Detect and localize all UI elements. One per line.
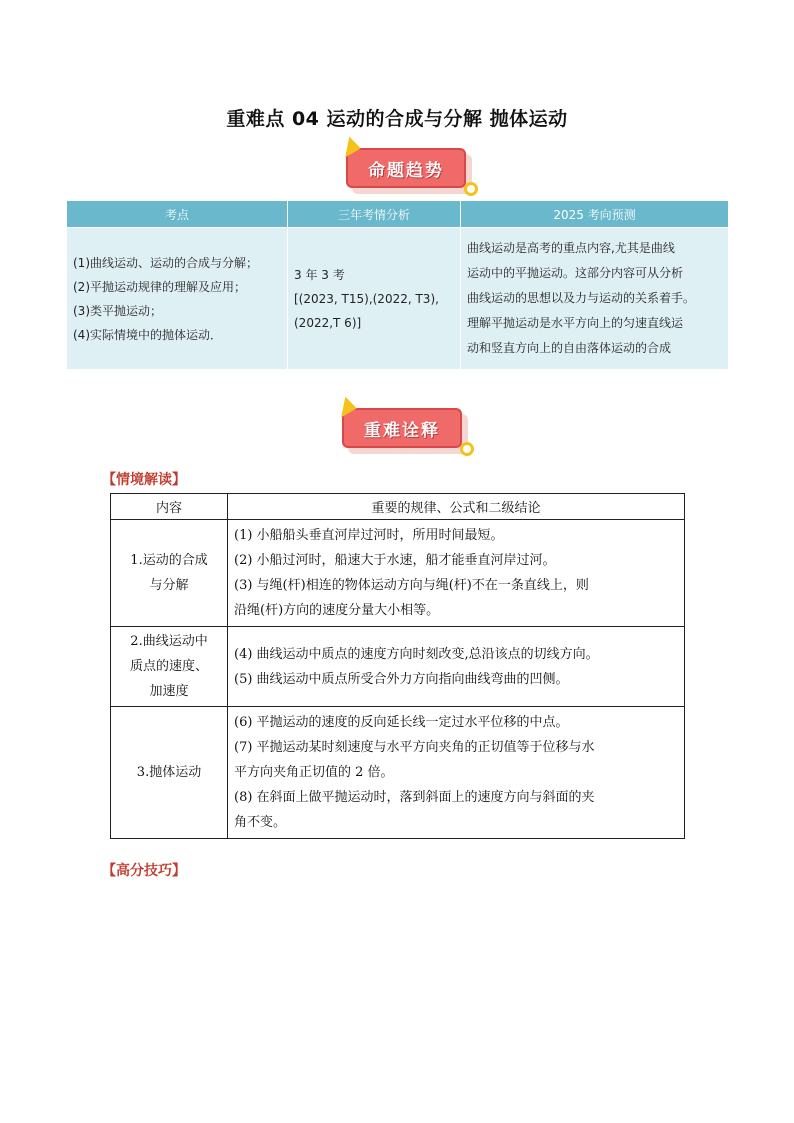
rule-line: 平方向夹角正切值的 2 倍。 bbox=[234, 765, 394, 780]
topic-line: 加速度 bbox=[149, 684, 189, 699]
trend-topic-line: (3)类平抛运动； bbox=[73, 303, 162, 318]
table-row bbox=[111, 707, 685, 839]
table-row bbox=[111, 520, 685, 627]
page-title: 重难点 04 运动的合成与分解 抛体运动 bbox=[226, 108, 568, 130]
trend-analysis-cell bbox=[288, 228, 461, 370]
rule-line: (2) 小船过河时，船速大于水速，船才能垂直河岸过河。 bbox=[234, 553, 556, 568]
skills-heading: 【高分技巧】 bbox=[102, 863, 186, 879]
rule-line: (1) 小船船头垂直河岸过河时，所用时间最短。 bbox=[234, 528, 504, 543]
rule-line: 沿绳(杆)方向的速度分量大小相等。 bbox=[234, 603, 440, 618]
trend-forecast-line: 曲线运动是高考的重点内容,尤其是曲线 bbox=[467, 241, 675, 255]
rules-table bbox=[110, 493, 685, 839]
trend-forecast-line: 曲线运动的思想以及力与运动的关系着手。 bbox=[467, 291, 696, 305]
rule-line: (8) 在斜面上做平抛运动时，落到斜面上的速度方向与斜面的夹 bbox=[234, 790, 595, 805]
scenario-heading: 【情境解读】 bbox=[102, 472, 186, 488]
trend-analysis-line: [(2023, T15),(2022, T3), bbox=[294, 291, 439, 306]
ring-icon bbox=[464, 182, 478, 196]
trend-forecast-cell bbox=[461, 228, 729, 370]
trend-topic-line: (4)实际情境中的抛体运动． bbox=[73, 327, 222, 342]
trend-banner-label: 命题趋势 bbox=[368, 160, 444, 181]
trend-topics-cell bbox=[67, 228, 288, 370]
trend-topic-line: (1)曲线运动、运动的合成与分解； bbox=[73, 255, 258, 270]
trend-topic-line: (2)平抛运动规律的理解及应用； bbox=[73, 279, 246, 294]
rule-line: (6) 平抛运动的速度的反向延长线一定过水平位移的中点。 bbox=[234, 715, 569, 730]
trend-banner bbox=[346, 148, 478, 200]
rule-line: 角不变。 bbox=[234, 815, 287, 830]
explain-banner-label: 重难诠释 bbox=[364, 420, 440, 441]
row-topic bbox=[111, 627, 228, 707]
row-rules bbox=[228, 627, 685, 707]
row-rules bbox=[228, 707, 685, 839]
topic-line: 2.曲线运动中 bbox=[130, 634, 208, 649]
rule-line: (7) 平抛运动某时刻速度与水平方向夹角的正切值等于位移与水 bbox=[234, 740, 595, 755]
rule-line: (5) 曲线运动中质点所受合外力方向指向曲线弯曲的凹侧。 bbox=[234, 671, 569, 687]
trend-header-analysis: 三年考情分析 bbox=[288, 201, 461, 228]
trend-forecast-line: 运动中的平抛运动。这部分内容可从分析 bbox=[467, 266, 684, 280]
trend-analysis-line: 3 年 3 考 bbox=[294, 267, 345, 282]
rules-header-rules: 重要的规律、公式和二级结论 bbox=[228, 494, 685, 520]
row-topic bbox=[111, 520, 228, 627]
topic-line: 与分解 bbox=[149, 578, 189, 593]
ring-icon bbox=[460, 442, 474, 456]
trend-analysis-line: (2022,T 6)] bbox=[294, 315, 362, 330]
rule-line: (4) 曲线运动中质点的速度方向时刻改变,总沿该点的切线方向。 bbox=[234, 646, 599, 662]
trend-header-forecast: 2025 考向预测 bbox=[461, 201, 729, 228]
topic-line: 1.运动的合成 bbox=[130, 553, 208, 568]
trend-table bbox=[66, 200, 729, 370]
rule-line: (3) 与绳(杆)相连的物体运动方向与绳(杆)不在一条直线上，则 bbox=[234, 578, 589, 593]
trend-forecast-line: 动和竖直方向上的自由落体运动的合成 bbox=[467, 341, 672, 355]
row-rules bbox=[228, 520, 685, 627]
topic-line: 质点的速度、 bbox=[129, 659, 208, 674]
trend-header-topic: 考点 bbox=[67, 201, 288, 228]
trend-forecast-line: 理解平抛运动是水平方向上的匀速直线运 bbox=[467, 316, 684, 330]
topic-line: 3.抛体运动 bbox=[136, 765, 202, 780]
rules-header-content: 内容 bbox=[111, 494, 228, 520]
explain-banner bbox=[342, 408, 474, 460]
table-row bbox=[111, 627, 685, 707]
row-topic bbox=[111, 707, 228, 839]
